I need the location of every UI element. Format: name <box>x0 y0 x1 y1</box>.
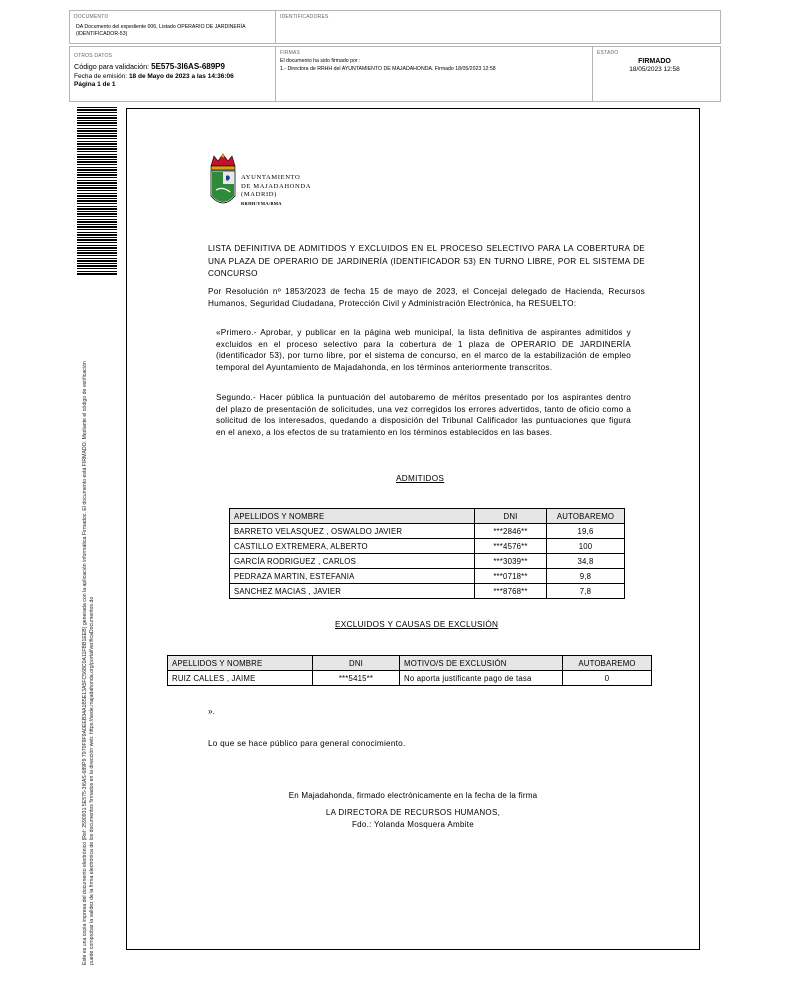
estado-label: ESTADO <box>597 50 619 56</box>
admitidos-heading: ADMITIDOS <box>396 474 445 483</box>
resolucion-paragraph: Por Resolución nº 1853/2023 de fecha 15 de mayo de 2023, el Concejal delegado de Hacienda, Recursos Humanos, Seguridad Ciudadana, Protección Civil y Administración Electrónica, ha RESUELTO: <box>208 287 645 308</box>
cell-nombre: CASTILLO EXTREMERA, ALBERTO <box>230 539 475 554</box>
otros-label: OTROS DATOS <box>74 53 113 59</box>
barcode <box>77 107 117 275</box>
verification-sidebar <box>82 280 96 965</box>
primero-paragraph: «Primero.- Aprobar, y publicar en la página web municipal, la lista definitiva de aspirantes admitidos y excluidos en el proceso selectivo para la cobertura de 1 plaza de OPERARIO DE JARDINERÍA (identificador 53), por turno libre, por el sistema de concurso, en el marco de la estabilización de empleo temporal del Ayuntamiento de Majadahonda, en los términos anteriormente transcritos. <box>216 328 631 372</box>
cell-nombre: GARCÍA RODRIGUEZ , CARLOS <box>230 554 475 569</box>
firma-nombre: Fdo.: Yolanda Mosquera Ambite <box>351 820 475 829</box>
cell-autobaremo: 100 <box>547 539 625 554</box>
cell-nombre: PEDRAZA MARTIN, ESTEFANIA <box>230 569 475 584</box>
codigo-label: Código para validación: <box>74 62 150 71</box>
table-row <box>230 524 625 539</box>
cell-autobaremo: 19,6 <box>547 524 625 539</box>
cell-autobaremo: 34,8 <box>547 554 625 569</box>
letterhead-line-3: (MADRID) <box>241 191 277 198</box>
col-autobaremo: AUTOBAREMO <box>547 509 625 524</box>
firmas-text-1: El documento ha sido firmado por : <box>280 58 361 64</box>
col-apellidos: APELLIDOS Y NOMBRE <box>230 509 475 524</box>
fecha-value: 18 de Mayo de 2023 a las 14:36:06 <box>128 73 234 80</box>
identificadores-label: IDENTIFICADORES <box>280 14 329 20</box>
table-row <box>230 569 625 584</box>
col-motivo: MOTIVO/S DE EXCLUSIÓN <box>400 656 563 671</box>
close-quote: ». <box>208 707 216 716</box>
table-row <box>168 671 652 686</box>
excluidos-table <box>167 655 652 686</box>
admitidos-header-row <box>230 509 625 524</box>
cell-autobaremo: 9,8 <box>547 569 625 584</box>
firma-cargo: LA DIRECTORA DE RECURSOS HUMANOS, <box>325 808 501 817</box>
cell-nombre: RUIZ CALLES , JAIME <box>168 671 313 686</box>
cell-dni: ***8768** <box>475 584 547 599</box>
letterhead <box>241 174 311 208</box>
col-autobaremo: AUTOBAREMO <box>563 656 652 671</box>
publico-paragraph: Lo que se hace público para general conocimiento. <box>208 739 406 748</box>
codigo-value: 5E575-3I6AS-689P9 <box>151 62 225 71</box>
document-title: LISTA DEFINITIVA DE ADMITIDOS Y EXCLUIDOS EN EL PROCESO SELECTIVO PARA LA COBERTURA DE UNA PLAZA DE OPERARIO DE JARDINERÍA (IDENTIFICADOR 53) EN TURNO LIBRE, POR EL SISTEMA DE CONCURSO <box>208 244 645 278</box>
sidebar-line-2: puede comprobar la validez de la firma electrónica de los documentos firmados en la dirección web: https://sede.majadahonda.org/portal/verificaDocumentos.do <box>88 596 95 965</box>
header-identificadores-box <box>275 10 721 44</box>
cell-autobaremo: 7,8 <box>547 584 625 599</box>
cell-dni: ***5415** <box>313 671 400 686</box>
col-dni: DNI <box>475 509 547 524</box>
header-otros-box <box>69 46 276 102</box>
pagina: Página 1 de 1 <box>74 81 116 88</box>
coat-of-arms-icon <box>208 152 238 214</box>
header-documento-box <box>69 10 276 44</box>
cell-nombre: BARRETO VELASQUEZ , OSWALDO JAVIER <box>230 524 475 539</box>
firmas-text-2: 1.- Directora de RRHH del AYUNTAMIENTO DE MAJADAHONDA. Firmado 18/05/2023 12:58 <box>280 66 496 72</box>
cell-dni: ***2846** <box>475 524 547 539</box>
firma-line: En Majadahonda, firmado electrónicamente en la fecha de la firma <box>288 791 538 800</box>
excluidos-header-row <box>168 656 652 671</box>
cell-autobaremo: 0 <box>563 671 652 686</box>
table-row <box>230 554 625 569</box>
fecha-label: Fecha de emisión: <box>74 73 128 80</box>
header-firmas-box <box>275 46 593 102</box>
header-estado-box <box>592 46 721 102</box>
estado-date: 18/05/2023 12:58 <box>629 66 680 73</box>
sidebar-line-1: Este es una copia impresa del documento electrónico (Ref: 2590931 5E575-3I6AS-689P9 7970F9F9A0EEB34A1B5E13A5FC568C0A11FBB1EEB) generada con la aplicación informática Firmadoc. El documento está FIRMADO. Mediante el código de verificación <box>82 361 88 965</box>
col-dni: DNI <box>313 656 400 671</box>
letterhead-line-2: DE MAJADAHONDA <box>241 182 312 190</box>
estado-value: FIRMADO <box>638 58 671 65</box>
codigo-validacion <box>74 63 225 71</box>
cell-dni: ***3039** <box>475 554 547 569</box>
documento-text-1: DA Documento del expediente 006, Listado OPERARIO DE JARDINERÍA <box>76 24 246 30</box>
fecha-emision <box>74 73 234 81</box>
cell-nombre: SANCHEZ MACIAS , JAVIER <box>230 584 475 599</box>
cell-dni: ***0718** <box>475 569 547 584</box>
letterhead-line-1: AYUNTAMIENTO <box>241 174 301 181</box>
cell-dni: ***4576** <box>475 539 547 554</box>
segundo-paragraph: Segundo.- Hacer pública la puntuación del autobaremo de méritos presentado por los aspirantes dentro del plazo de presentación de solicitudes, una vez corregidos los errores advertidos, tanto de oficio como a solicitud de los interesados, quedando a disposición del Tribunal Calificador las puntuaciones que figura en el anexo, a los efectos de su tratamiento en los términos establecidos en las bases. <box>216 393 631 437</box>
admitidos-table <box>229 508 625 599</box>
documento-label: DOCUMENTO <box>74 14 109 20</box>
firmas-label: FIRMAS <box>280 50 301 56</box>
letterhead-code: RRHH/YMA/BMA <box>241 200 282 206</box>
col-apellidos: APELLIDOS Y NOMBRE <box>168 656 313 671</box>
excluidos-heading: EXCLUIDOS Y CAUSAS DE EXCLUSIÓN <box>335 620 499 629</box>
table-row <box>230 584 625 599</box>
documento-text-2: (IDENTIFICADOR-53) <box>76 31 128 37</box>
table-row <box>230 539 625 554</box>
cell-motivo: No aporta justificante pago de tasa <box>400 671 563 686</box>
